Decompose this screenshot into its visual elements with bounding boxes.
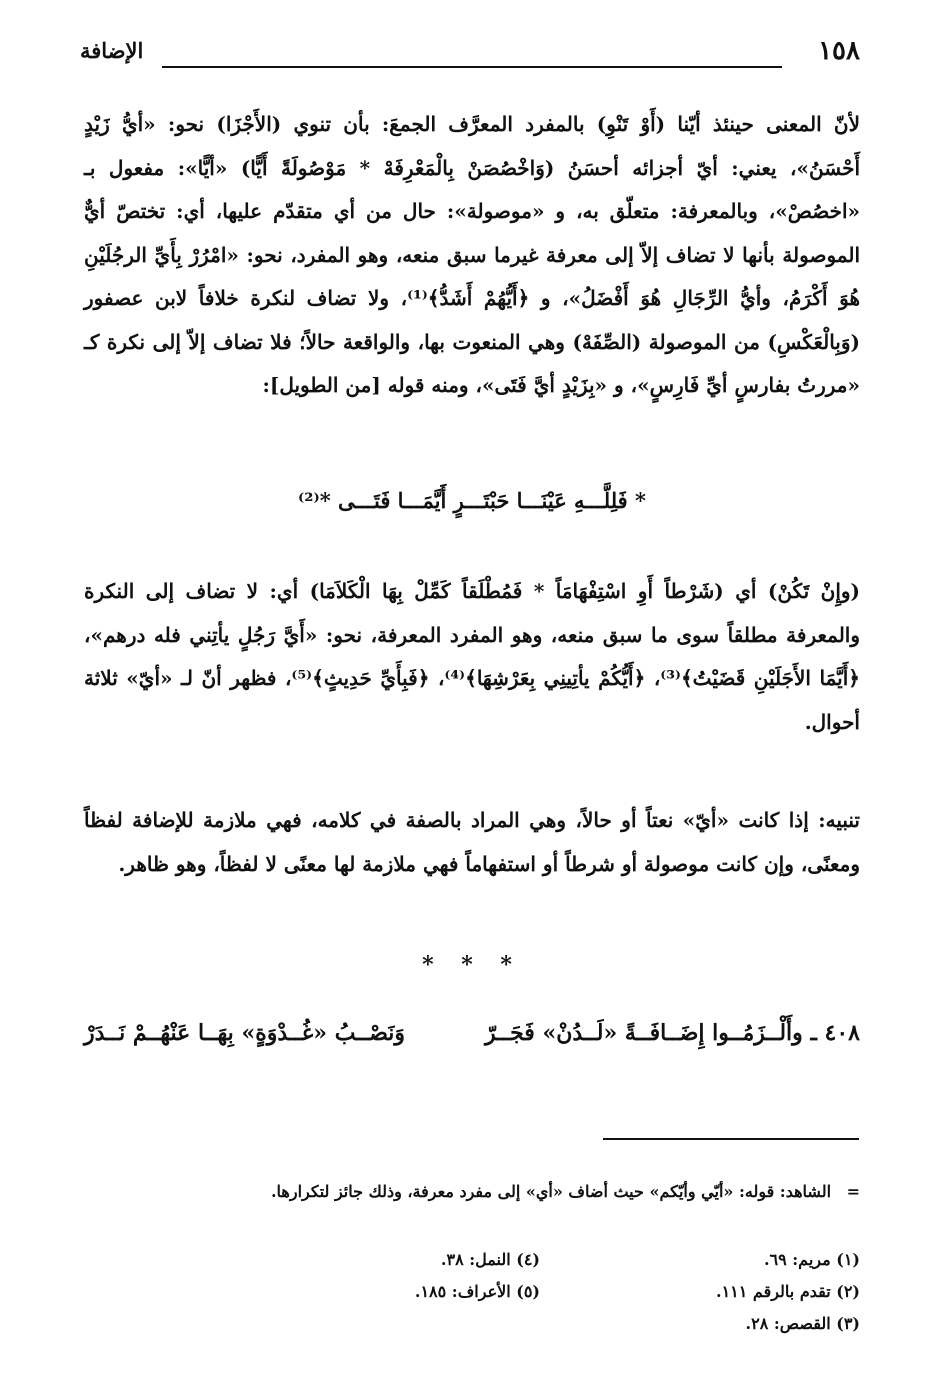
poem-line-408 bbox=[84, 1020, 860, 1064]
poem-first-hemistich: ٤٠٨ ـ وأَلْــزَمُــوا إِضَــافَــةً «لَــدُنْ» فَجَــرّ bbox=[485, 1020, 860, 1046]
footnote-4: (٤) النمل: ٣٨. bbox=[440, 1250, 540, 1269]
paragraph-2: (وإِنْ تَكُنْ) أي (شَرْطاً أَوِ اسْتِفْهَامَاً * فَمُطْلَقاً كَمِّلْ بِهَا الْكَلاَمَا) أي: لا تضاف إلى النكرة والمعرفة مطلقاً سوى ما سبق منعه، وهو المفرد المعرفة، نحو: «أَيَّ رَجُلٍ يأتِني فله درهم»، ﴿أَيَّمَا الأَجَلَيْنِ قَضَيْتُ﴾⁽³⁾، ﴿أَيُّكُمْ يأتِينِي بِعَرْشِهَا﴾⁽⁴⁾، ﴿فَبِأَيِّ حَدِيثٍ﴾⁽⁵⁾، فظهر أنّ لـ «أيّ» ثلاثة أحوال. bbox=[84, 579, 861, 734]
continuation-text: الشاهد: قوله: «أيّي وأيّكم» حيث أضاف «أي» إلى مفرد معرفة، وذلك جائز لتكرارها. bbox=[270, 1182, 832, 1201]
footnote-continuation bbox=[150, 1182, 860, 1201]
section-separator: * * * bbox=[422, 952, 522, 978]
running-title: الإضافة bbox=[80, 38, 144, 63]
footnote-5: (٥) الأعراف: ١٨٥. bbox=[414, 1282, 540, 1301]
footnote-3: (٣) القصص: ٢٨. bbox=[745, 1314, 860, 1333]
poem-second-hemistich: وَنَصْــبُ «غُــدْوَةٍ» بِهَــا عَنْهُــمْ نَــدَرْ bbox=[84, 1020, 406, 1046]
paragraph-1: لأنّ المعنى حينئذ أيّنا (أَوْ تَنْوِ) بالمفرد المعرَّف الجمعَ: بأن تنوي (الأَجْزَا) نحو: «أيُّ زَيْدٍ أَحْسَنُ»، يعني: أيّ أجزائه أحسَنُ (وَاخْصُصَنْ بِالْمَعْرِفَهْ * مَوْصُولَةً أَيًّا) «أيًّا»: مفعول بـ «اخصُصْ»، وبالمعرفة: متعلّق به، و «موصولة»: حال من أي متقدّم عليها، أي: تختصّ أيٌّ الموصولة بأنها لا تضاف إلاّ إلى معرفة غيرما سبق منعه، وهو المفرد، نحو: «امْرُرْ بِأَيِّ الرجُلَيْنِ هُوَ أَكْرَمُ، وأيُّ الرِّجَالِ هُوَ أَفْضَلُ»، و ﴿أَيُّهُمْ أَشَدُّ﴾⁽¹⁾، ولا تضاف لنكرة خلافاً لابن عصفور (وَبِالْعَكْسِ) من الموصولة (الصِّفَهْ) وهي المنعوت بها، والواقعة حالاً؛ فلا تضاف إلاّ إلى نكرة كـ «مررتُ بفارسٍ أيِّ فَارِسٍ»، و «بِزَيْدٍ أيَّ فَتَى»، ومنه قوله [من الطويل]: bbox=[84, 112, 860, 397]
verse-line: * فَلِلَّـــهِ عَيْنَـــا حَبْتَـــرٍ أَيَّمَـــا فَتَـــى *⁽²⁾ bbox=[298, 488, 646, 513]
footnote-1: (١) مريم: ٦٩. bbox=[763, 1250, 860, 1269]
continuation-marker: = bbox=[846, 1182, 860, 1201]
page-number: ١٥٨ bbox=[818, 36, 860, 66]
footnote-rule bbox=[603, 1138, 859, 1140]
header-rule bbox=[162, 66, 782, 68]
footnotes-right-column bbox=[660, 1244, 860, 1340]
paragraph-3-note: تنبيه: إذا كانت «أيّ» نعتاً أو حالاً، وهي المراد بالصفة في كلامه، فهي ملازمة للإضافة لفظاً ومعنًى، وإن كانت موصولة أو شرطاً أو استفهاماً فهي ملازمة لها معنًى لا لفظاً، وهو ظاهر. bbox=[84, 808, 860, 876]
footnotes-left-column bbox=[320, 1244, 540, 1308]
page-header bbox=[80, 36, 860, 76]
footnote-2: (٢) تقدم بالرقم ١١١. bbox=[716, 1282, 860, 1301]
